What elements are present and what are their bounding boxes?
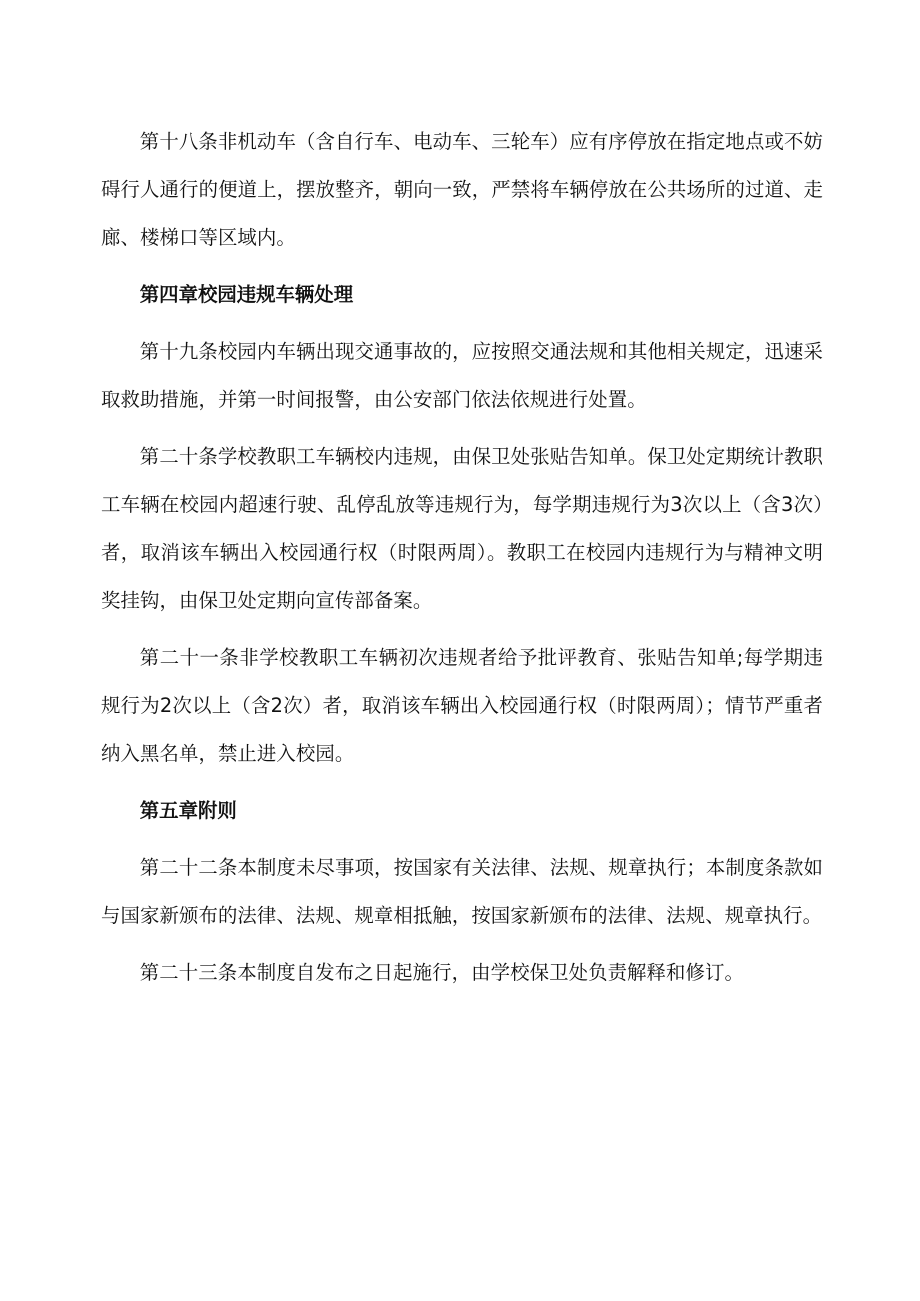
document-body xyxy=(101,118,823,1006)
chapter-4-heading: 第四章校园违规车辆处理 xyxy=(139,283,354,306)
article-21-paragraph: 第二十一条非学校教职工车辆初次违规者给予批评教育、张贴告知单;每学期违规行为2次以上（含2次）者，取消该车辆出入校园通行权（时限两周）；情节严重者纳入黑名单，禁止进入校园。 xyxy=(101,646,823,765)
article-20-paragraph: 第二十条学校教职工车辆校内违规，由保卫处张贴告知单。保卫处定期统计教职工车辆在校园内超速行驶、乱停乱放等违规行为，每学期违规行为3次以上（含3次）者，取消该车辆出入校园通行权（时限两周）。教职工在校园内违规行为与精神文明奖挂钩，由保卫处定期向宣传部备案。 xyxy=(101,445,823,612)
article-18-paragraph: 第十八条非机动车（含自行车、电动车、三轮车）应有序停放在指定地点或不妨碍行人通行的便道上，摆放整齐，朝向一致，严禁将车辆停放在公共场所的过道、走廊、楼梯口等区域内。 xyxy=(101,130,823,249)
chapter-5-heading: 第五章附则 xyxy=(139,799,237,822)
article-22-paragraph: 第二十二条本制度未尽事项，按国家有关法律、法规、规章执行；本制度条款如与国家新颁布的法律、法规、规章相抵触，按国家新颁布的法律、法规、规章执行。 xyxy=(101,856,823,927)
article-19-paragraph: 第十九条校园内车辆出现交通事故的，应按照交通法规和其他相关规定，迅速采取救助措施，并第一时间报警，由公安部门依法依规进行处置。 xyxy=(101,340,823,411)
article-23-paragraph: 第二十三条本制度自发布之日起施行，由学校保卫处负责解释和修订。 xyxy=(139,961,745,984)
